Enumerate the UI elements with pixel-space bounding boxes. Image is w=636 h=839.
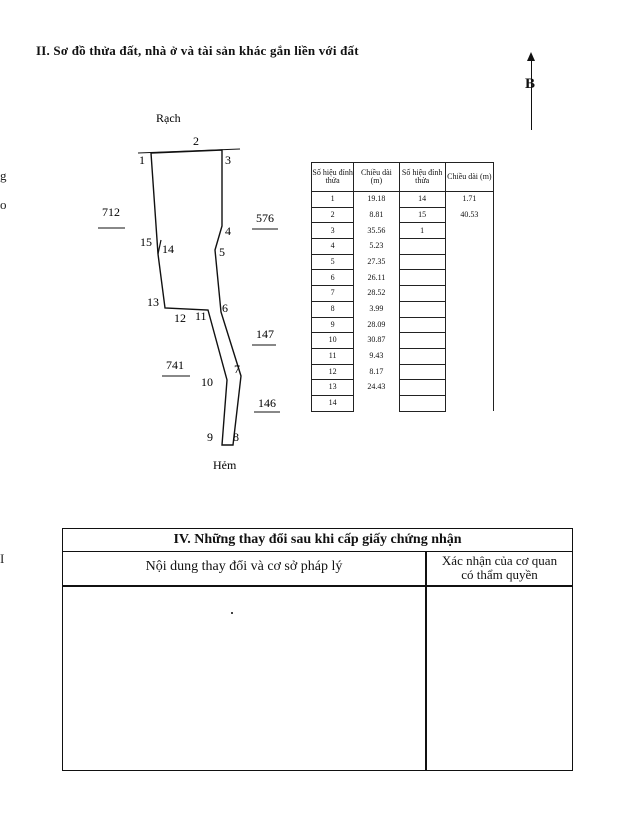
table-header-row [312, 163, 494, 192]
table-row [312, 254, 494, 270]
changes-title: IV. Những thay đổi sau khi cấp giấy chứng nhận [63, 529, 572, 552]
table-row [312, 301, 494, 317]
length-cell [445, 380, 493, 396]
length-cell: 27.35 [354, 254, 399, 270]
length-cell: 35.56 [354, 223, 399, 239]
vertex-number-cell: 8 [312, 301, 354, 317]
table-header: Số hiệu đỉnh thửa [399, 163, 445, 192]
length-cell [445, 286, 493, 302]
vertex-number-cell: 12 [312, 364, 354, 380]
length-cell: 3.99 [354, 301, 399, 317]
vertex-number: 8 [233, 430, 239, 444]
length-cell [445, 348, 493, 364]
length-cell: 24.43 [354, 380, 399, 396]
vertex-number-cell [399, 317, 445, 333]
vertex-number-cell: 10 [312, 333, 354, 349]
length-cell: 8.17 [354, 364, 399, 380]
confirmation-header-line: có thẩm quyền [461, 567, 538, 582]
vertex-number: 14 [162, 242, 174, 256]
table-row [312, 223, 494, 239]
table-row [312, 270, 494, 286]
edge-length-table [311, 162, 494, 412]
length-cell: 40.53 [445, 207, 493, 223]
vertex-number-cell: 1 [312, 192, 354, 208]
length-cell [445, 270, 493, 286]
vertex-number-cell [399, 239, 445, 255]
table-row [312, 317, 494, 333]
vertex-number: 11 [195, 309, 207, 323]
vertex-number: 13 [147, 295, 159, 309]
table-row [312, 286, 494, 302]
vertex-number-cell: 3 [312, 223, 354, 239]
vertex-number: 7 [234, 362, 240, 376]
length-cell [354, 395, 399, 411]
changes-section [62, 528, 573, 771]
vertex-number: 1 [139, 153, 145, 167]
length-cell: 28.52 [354, 286, 399, 302]
table-header: Số hiệu đỉnh thửa [312, 163, 354, 192]
vertex-number-cell: 11 [312, 348, 354, 364]
top-boundary-label: Rạch [156, 111, 181, 125]
north-label: B [525, 76, 536, 92]
length-cell: 19.18 [354, 192, 399, 208]
vertex-number-cell: 9 [312, 317, 354, 333]
vertex-number-cell: 6 [312, 270, 354, 286]
vertex-number-cell [399, 270, 445, 286]
table-row [312, 348, 494, 364]
vertex-number-cell [399, 380, 445, 396]
change-content-cell [63, 587, 425, 770]
confirmation-cell [427, 587, 572, 770]
land-parcel-outline [151, 150, 241, 445]
parcel-inner-line [158, 240, 161, 254]
vertex-number: 12 [174, 311, 186, 325]
length-cell: 5.23 [354, 239, 399, 255]
neighbor-parcel-label: 146 [258, 396, 276, 410]
length-cell [445, 239, 493, 255]
vertex-number-cell: 7 [312, 286, 354, 302]
vertex-number-cell: 5 [312, 254, 354, 270]
table-row [312, 192, 494, 208]
vertex-number: 6 [222, 301, 228, 315]
length-cell [445, 395, 493, 411]
neighbor-parcel-label: 147 [256, 327, 274, 341]
edge-text-fragment: g [0, 168, 7, 183]
length-cell: 28.09 [354, 317, 399, 333]
length-cell [445, 364, 493, 380]
vertex-number: 3 [225, 153, 231, 167]
length-cell: 1.71 [445, 192, 493, 208]
vertex-number-cell: 4 [312, 239, 354, 255]
vertex-number-cell [399, 333, 445, 349]
table-header: Chiều dài (m) [354, 163, 399, 192]
section-title: II. Sơ đồ thửa đất, nhà ở và tài sản khác gắn liền với đất [36, 43, 359, 58]
length-cell [445, 301, 493, 317]
vertex-number: 15 [140, 235, 152, 249]
neighbor-parcel-label: 712 [102, 205, 120, 219]
vertex-number-cell: 14 [312, 395, 354, 411]
vertex-number-cell [399, 348, 445, 364]
table-row [312, 364, 494, 380]
vertex-number-cell: 2 [312, 207, 354, 223]
vertex-number-cell [399, 395, 445, 411]
vertex-number-cell [399, 254, 445, 270]
vertex-number-cell [399, 286, 445, 302]
table-row [312, 239, 494, 255]
edge-text-fragment: o [0, 197, 7, 212]
confirmation-column-header [427, 554, 572, 582]
content-column-header: Nội dung thay đổi và cơ sở pháp lý [145, 559, 343, 574]
length-cell [445, 333, 493, 349]
confirmation-header-line: Xác nhận của cơ quan [441, 553, 558, 568]
length-cell: 26.11 [354, 270, 399, 286]
vertex-number-cell [399, 364, 445, 380]
length-cell: 30.87 [354, 333, 399, 349]
length-cell [445, 317, 493, 333]
table-header: Chiều dài (m) [445, 163, 493, 192]
vertex-number-cell: 15 [399, 207, 445, 223]
edge-text-fragment: I [0, 551, 5, 566]
vertex-number-cell [399, 301, 445, 317]
vertex-number-cell: 1 [399, 223, 445, 239]
scan-dot [231, 612, 233, 614]
length-cell [445, 254, 493, 270]
vertex-number-cell: 14 [399, 192, 445, 208]
bottom-boundary-label: Hẻm [213, 458, 237, 472]
vertex-number-cell: 13 [312, 380, 354, 396]
table-row [312, 380, 494, 396]
vertex-number: 5 [219, 245, 225, 259]
length-cell: 9.43 [354, 348, 399, 364]
vertex-number: 9 [207, 430, 213, 444]
neighbor-parcel-label: 741 [166, 358, 184, 372]
table-row [312, 333, 494, 349]
neighbor-parcel-label: 576 [256, 211, 274, 225]
vertex-number: 2 [193, 134, 199, 148]
vertex-number: 4 [225, 224, 231, 238]
table-row [312, 395, 494, 411]
length-cell: 8.81 [354, 207, 399, 223]
length-cell [445, 223, 493, 239]
vertex-number: 10 [201, 375, 213, 389]
table-row [312, 207, 494, 223]
